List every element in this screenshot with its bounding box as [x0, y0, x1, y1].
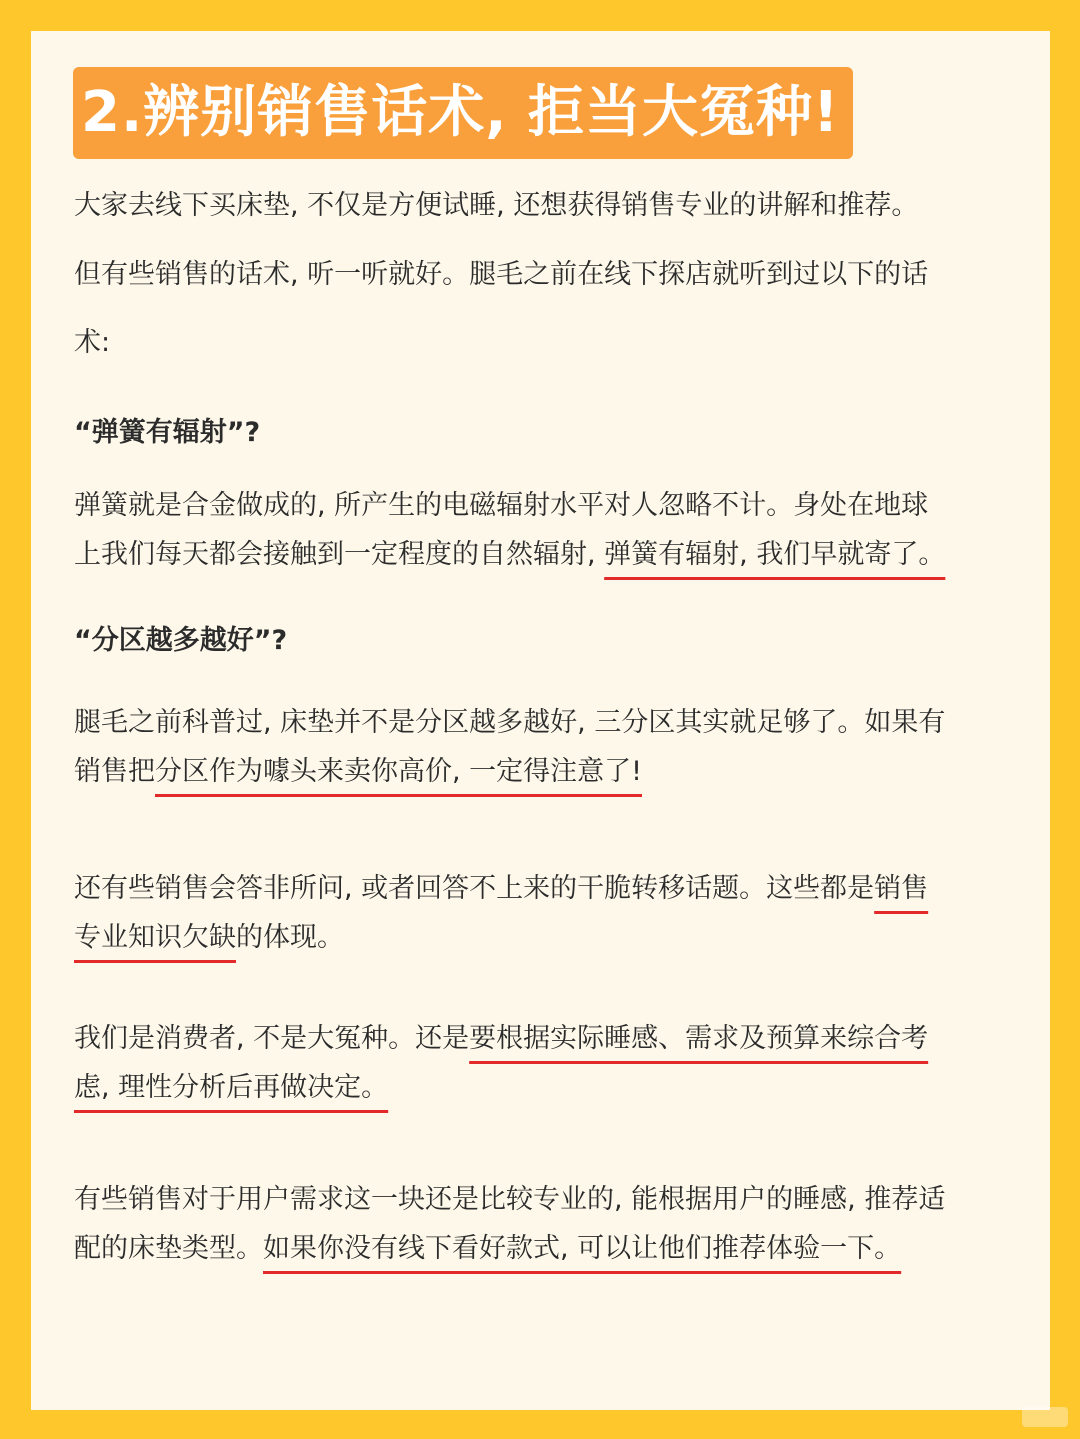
section2-line-1: 腿毛之前科普过, 床垫并不是分区越多越好, 三分区其实就足够了。如果有 [74, 707, 946, 738]
para4-highlight-b: 虑, 理性分析后再做决定。 [74, 1072, 389, 1103]
section1-line-1: 弹簧就是合金做成的, 所产生的电磁辐射水平对人忽略不计。身处在地球 [74, 490, 929, 521]
para4-highlight-a: 要根据实际睡感、需求及预算来综合考 [469, 1023, 929, 1054]
page-title: 2.辨别销售话术, 拒当大冤种! [81, 80, 840, 145]
section2-line-2-text: 销售把 [74, 756, 155, 787]
para4-line-1 [74, 1016, 1009, 1055]
section1-line-2 [74, 532, 1009, 571]
para4-line-2 [74, 1065, 1009, 1104]
section2-line-2 [74, 749, 1009, 788]
intro-line-3: 术: [74, 327, 111, 358]
para3-highlight-a: 销售 [874, 873, 929, 904]
intro-line-2: 但有些销售的话术, 听一听就好。腿毛之前在线下探店就听到过以下的话 [74, 259, 929, 290]
para5-line-1: 有些销售对于用户需求这一块还是比较专业的, 能根据用户的睡感, 推荐适 [74, 1184, 946, 1215]
para3-line-1-text: 还有些销售会答非所问, 或者回答不上来的干脆转移话题。这些都是 [74, 873, 875, 904]
para3-line-2-text: 的体现。 [236, 922, 344, 953]
para5-line-2-text: 配的床垫类型。 [74, 1233, 263, 1264]
intro-line-1: 大家去线下买床垫, 不仅是方便试睡, 还想获得销售专业的讲解和推荐。 [74, 190, 919, 221]
para3-line-1 [74, 866, 1009, 905]
para5-line-2 [74, 1226, 1009, 1265]
para5-highlight: 如果你没有线下看好款式, 可以让他们推荐体验一下。 [263, 1233, 902, 1264]
section2-highlight: 分区作为噱头来卖你高价, 一定得注意了! [155, 756, 642, 787]
title-banner [73, 67, 853, 159]
para4-line-1-text: 我们是消费者, 不是大冤种。还是 [74, 1023, 470, 1054]
section-heading-spring-radiation: “弹簧有辐射”? [74, 417, 261, 448]
para3-line-2 [74, 915, 1009, 954]
section-heading-zones: “分区越多越好”? [74, 625, 288, 656]
section1-line-2-text: 上我们每天都会接触到一定程度的自然辐射, [74, 539, 605, 570]
section1-highlight: 弹簧有辐射, 我们早就寄了。 [604, 539, 946, 570]
para3-highlight-b: 专业知识欠缺 [74, 922, 236, 953]
watermark [1022, 1407, 1068, 1427]
